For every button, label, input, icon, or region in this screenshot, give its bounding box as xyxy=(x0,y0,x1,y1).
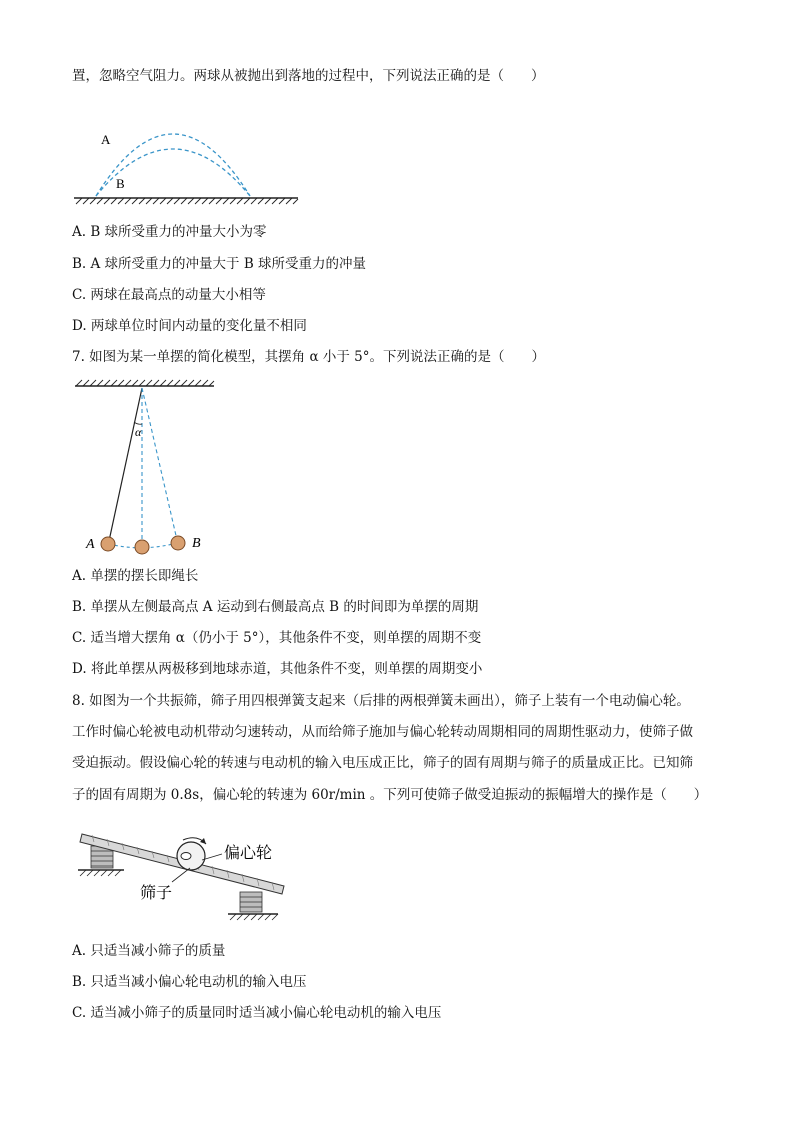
bob-a xyxy=(101,537,115,551)
label-b: B xyxy=(192,536,201,551)
q6-option-d: D. 两球单位时间内动量的变化量不相同 xyxy=(72,318,307,334)
ground-hatch xyxy=(76,198,298,204)
right-dashed-line xyxy=(142,388,177,540)
wheel-label: 偏心轮 xyxy=(224,845,273,862)
label-a: A xyxy=(101,132,111,147)
q7-option-a: A. 单摆的摆长即绳长 xyxy=(72,568,199,584)
q8-stem-line4: 子的固有周期为 0.8s，偏心轮的转速为 60r/min 。下列可使筛子做受迫振动的振幅增大的操作是（ ） xyxy=(72,787,708,803)
q7-option-c: C. 适当增大摆角 α（仍小于 5°），其他条件不变，则单摆的周期不变 xyxy=(72,630,482,646)
q7-option-d: D. 将此单摆从两极移到地球赤道，其他条件不变，则单摆的周期变小 xyxy=(72,661,483,677)
bob-center xyxy=(135,540,149,554)
q6-stem: 置，忽略空气阻力。两球从被抛出到落地的过程中，下列说法正确的是（ ） xyxy=(72,68,545,84)
q8-option-b: B. 只适当减小偏心轮电动机的输入电压 xyxy=(72,974,307,990)
q8-option-c: C. 适当减小筛子的质量同时适当减小偏心轮电动机的输入电压 xyxy=(72,1005,442,1021)
q7-stem: 7. 如图为某一单摆的简化模型，其摆角 α 小于 5°。下列说法正确的是（ ） xyxy=(72,349,546,365)
sieve-leader xyxy=(172,868,190,882)
q6-option-b: B. A 球所受重力的冲量大于 B 球所受重力的冲量 xyxy=(72,256,367,272)
q7-option-b: B. 单摆从左侧最高点 A 运动到右侧最高点 B 的时间即为单摆的周期 xyxy=(72,599,479,615)
q6-option-a: A. B 球所受重力的冲量大小为零 xyxy=(72,224,267,240)
label-b: B xyxy=(116,176,125,191)
eccentric-mass xyxy=(181,853,191,860)
pendulum-string xyxy=(109,388,142,541)
rotation-arrowhead xyxy=(200,838,206,844)
ceiling-hatch xyxy=(76,380,214,386)
alpha-label: α xyxy=(135,425,142,439)
q6-trajectory-figure xyxy=(72,92,302,212)
label-a: A xyxy=(86,537,95,552)
q7-pendulum-figure xyxy=(72,376,252,560)
q6-option-c: C. 两球在最高点的动量大小相等 xyxy=(72,287,266,303)
q8-option-a: A. 只适当减小筛子的质量 xyxy=(72,943,226,959)
sieve-label: 筛子 xyxy=(140,885,173,902)
bob-b xyxy=(171,536,185,550)
q8-sieve-figure xyxy=(72,826,292,926)
q8-stem-line3: 受迫振动。假设偏心轮的转速与电动机的输入电压成正比，筛子的固有周期与筛子的质量成正比。已知筛 xyxy=(72,755,693,771)
q8-stem-line2: 工作时偏心轮被电动机带动匀速转动，从而给筛子施加与偏心轮转动周期相同的周期性驱动力，使筛子做 xyxy=(72,724,693,740)
q8-stem-line1: 8. 如图为一个共振筛，筛子用四根弹簧支起来（后排的两根弹簧未画出），筛子上装有一个电动偏心轮。 xyxy=(72,693,690,709)
